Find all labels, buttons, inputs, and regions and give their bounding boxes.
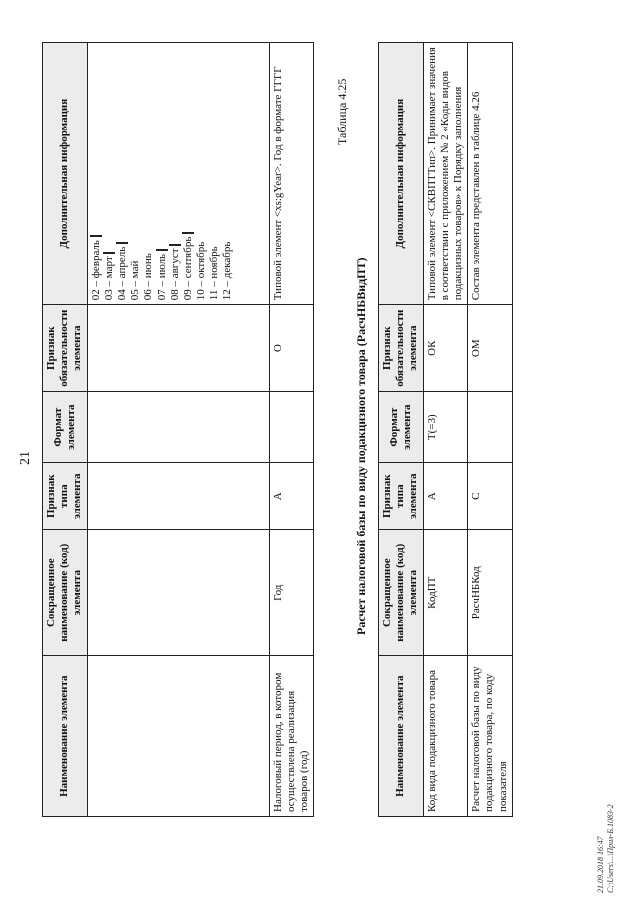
cell-type: С (468, 463, 513, 530)
cell-name: Код вида подакцизного товара (423, 656, 468, 817)
cell-empty (87, 305, 269, 392)
header-short-name: Сокращенное наименование (код) элемента (43, 530, 88, 656)
stamp-line: 21.09.2018 16:47 (596, 836, 605, 893)
cell-info: Типовой элемент <xs:gYear>. Год в формате ГГГГ (269, 43, 314, 305)
cell-required: ОМ (468, 305, 513, 392)
header-info: Дополнительная информация (43, 43, 88, 305)
table-row (468, 43, 513, 817)
cell-format (468, 392, 513, 463)
list-item: 12 – декабрь (221, 241, 234, 301)
list-item: 06 – июнь (142, 253, 155, 301)
list-item: 10 – октябрь (195, 241, 208, 301)
cell-info: Состав элемента представлен в таблице 4.26 (468, 43, 513, 305)
cell-name: Налоговый период, в котором осуществлена реализация товаров (год) (269, 656, 314, 817)
list-item: 07 – июль (156, 47, 169, 300)
list-item: 05 – май (129, 260, 142, 301)
cell-format (269, 392, 314, 463)
header-name: Наименование элемента (379, 656, 424, 817)
table-row (269, 43, 314, 817)
header-format: Формат элемента (43, 392, 88, 463)
cell-type: А (269, 463, 314, 530)
header-type: Признак типа элемента (43, 463, 88, 530)
page-number: 21 (18, 451, 33, 465)
cell-empty (87, 392, 269, 463)
header-short-name: Сокращенное наименование (код) элемента (379, 530, 424, 656)
list-item: 03 – март (103, 47, 116, 300)
cell-empty (87, 463, 269, 530)
print-stamp (596, 804, 615, 893)
table-4-25 (378, 42, 513, 817)
table-number: Таблица 4.25 (335, 78, 349, 145)
list-item: 09 – сентябрь (182, 47, 195, 300)
cell-info: Типовой элемент <СКВПТТип>. Принимает значения в соответствии с приложением № 2 «Коды видов подакцизных товаров» к Порядку заполнения (423, 43, 468, 305)
cell-empty (87, 656, 269, 817)
table-title: Расчет налоговой базы по виду подакцизного товара (РасчНБВидПТ) (354, 257, 368, 635)
table-row (87, 43, 269, 817)
cell-type: А (423, 463, 468, 530)
cell-required: ОК (423, 305, 468, 392)
cell-format: T(=3) (423, 392, 468, 463)
cell-name: Расчет налоговой базы по виду подакцизного товара, по коду показателя (468, 656, 513, 817)
table-row (423, 43, 468, 817)
header-required: Признак обязательности элемента (379, 305, 424, 392)
header-name: Наименование элемента (43, 656, 88, 817)
list-item: 11 – ноябрь (208, 246, 221, 301)
list-item: 02 – февраль (90, 47, 103, 300)
cell-code: Год (269, 530, 314, 656)
cell-empty (87, 530, 269, 656)
cell-required: О (269, 305, 314, 392)
cell-code: КодПТ (423, 530, 468, 656)
list-item: 04 – апрель (116, 47, 129, 300)
header-info: Дополнительная информация (379, 43, 424, 305)
cell-code: РасчНБКод (468, 530, 513, 656)
months-list (87, 43, 269, 305)
stamp-line: C:\Users\...\Прил-Б.1083-2 (605, 804, 615, 893)
header-required: Признак обязательности элемента (43, 305, 88, 392)
header-format: Формат элемента (379, 392, 424, 463)
table-continuation (42, 42, 314, 817)
header-type: Признак типа элемента (379, 463, 424, 530)
list-item: 08 – август (169, 47, 182, 300)
